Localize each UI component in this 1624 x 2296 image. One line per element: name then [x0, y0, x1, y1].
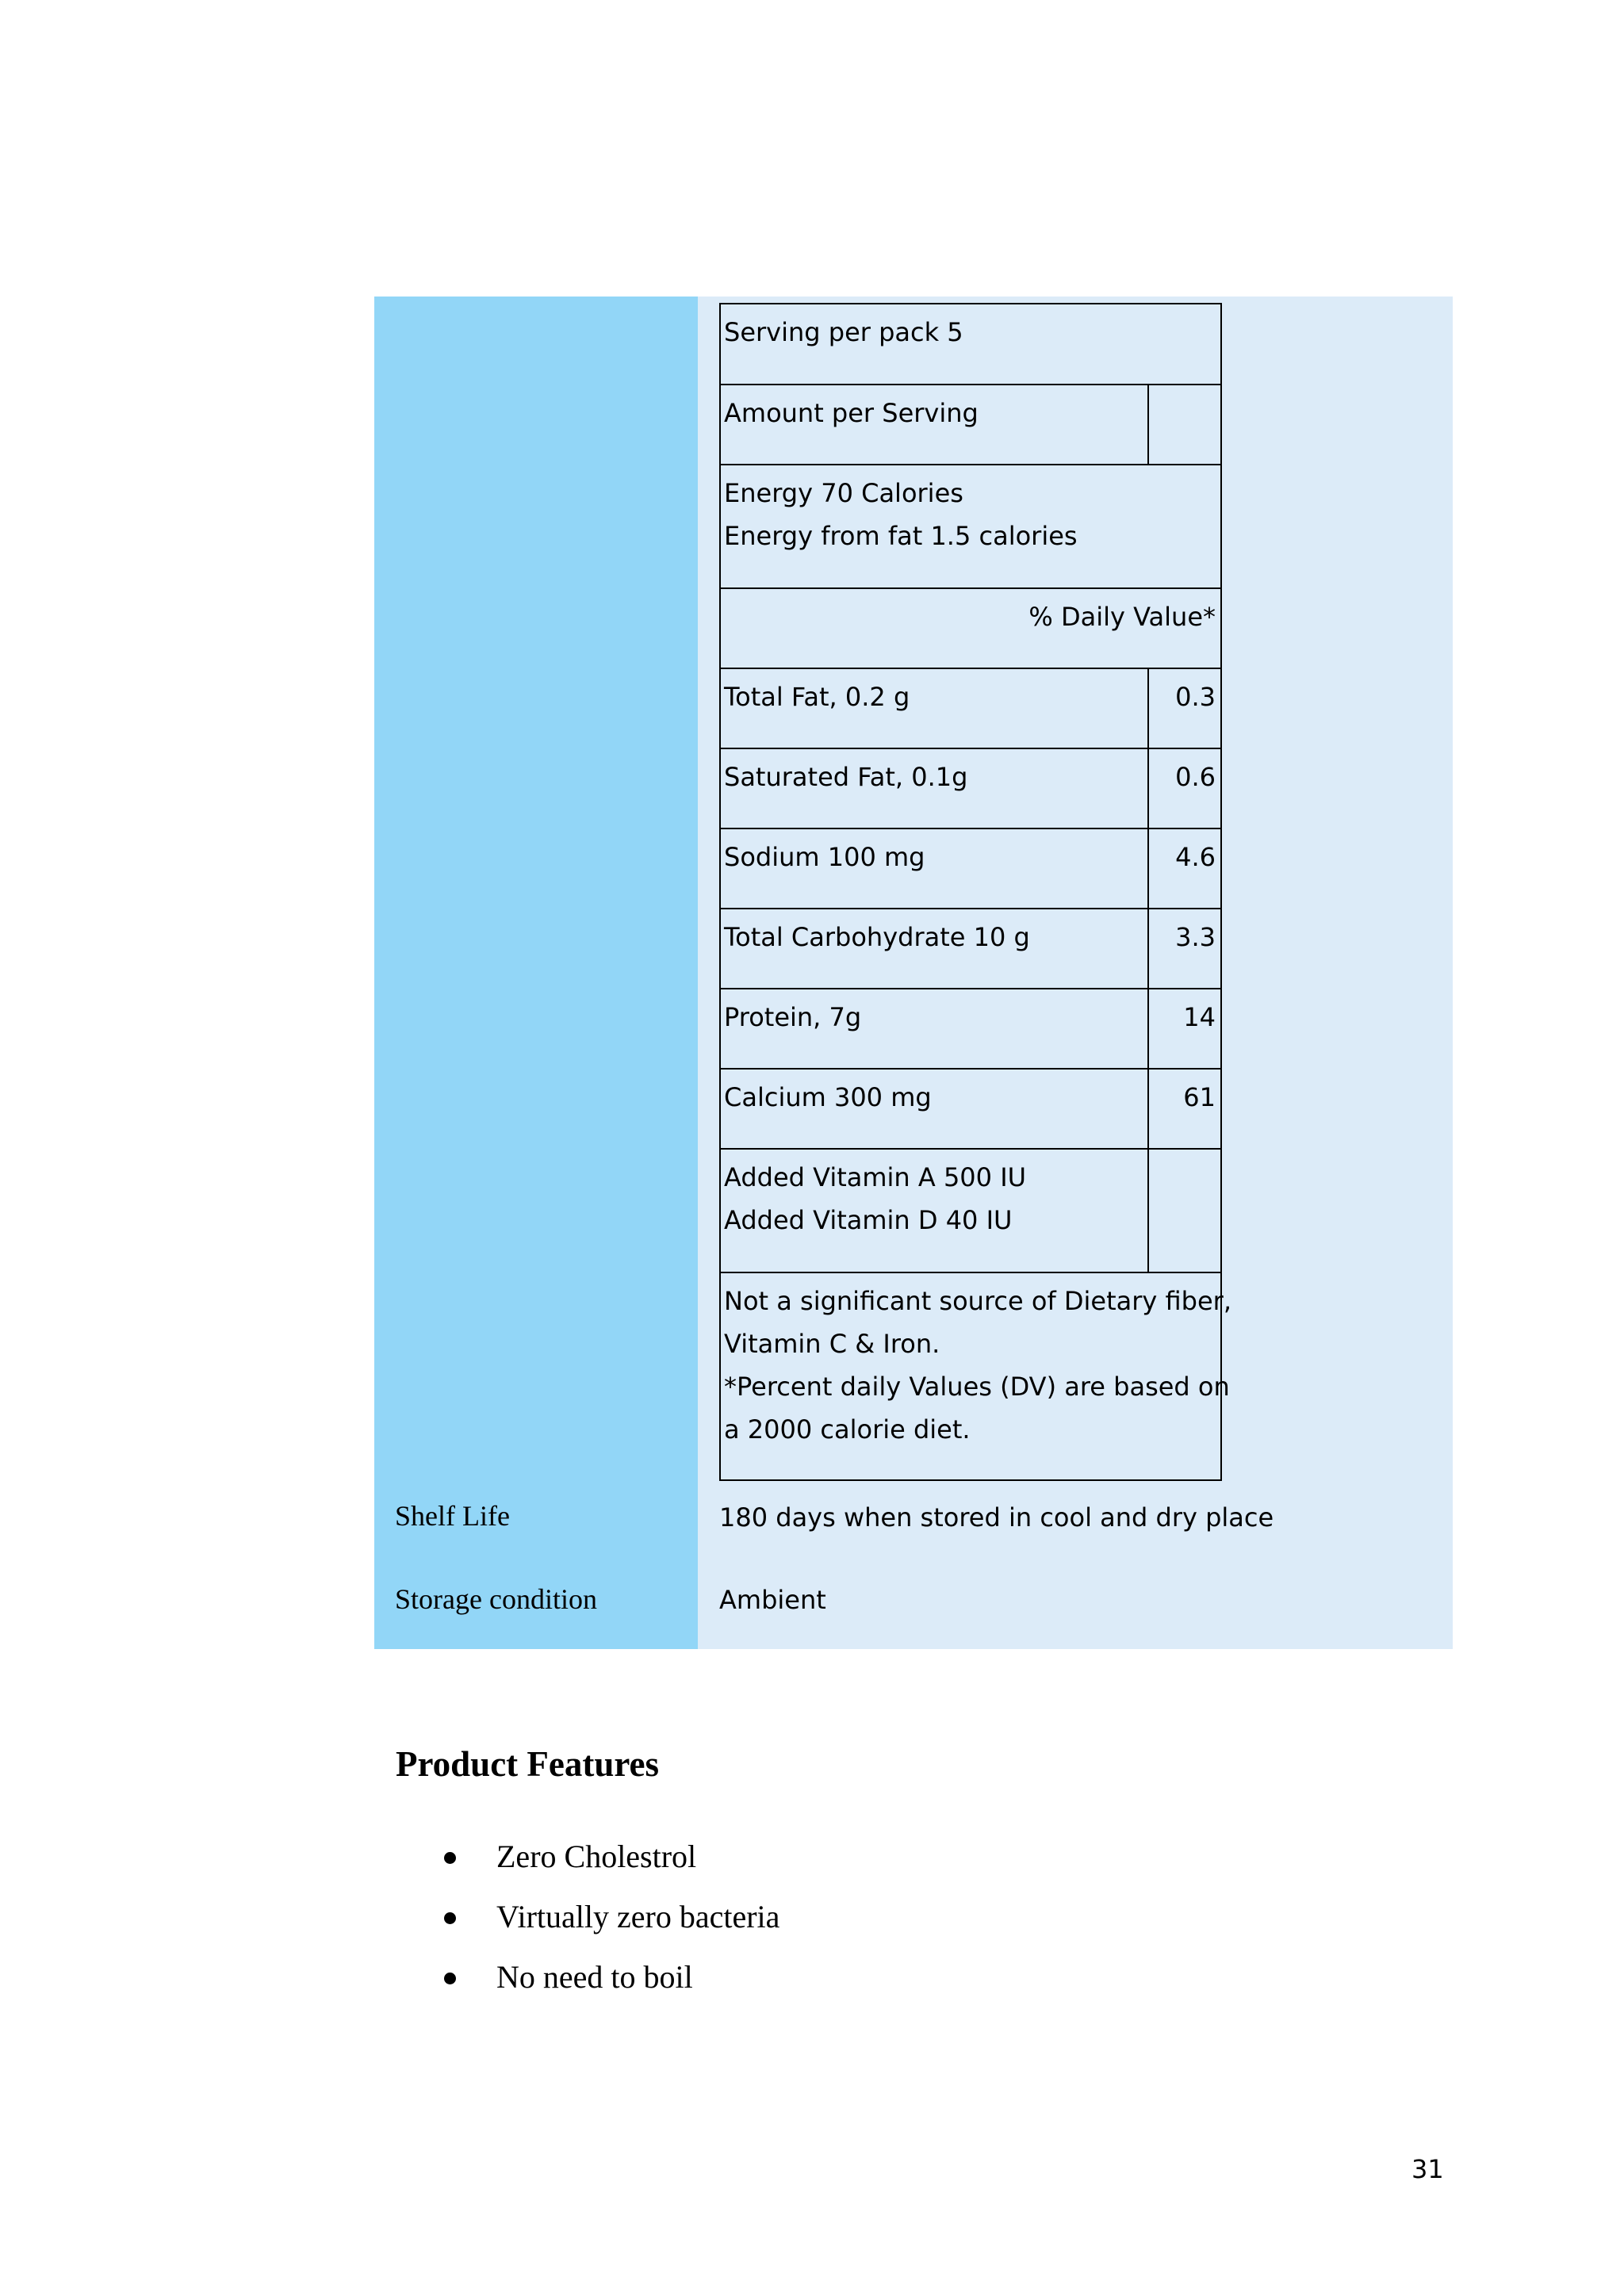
nutrition-value-cell-empty [1147, 385, 1220, 464]
daily-value-header: % Daily Value* [1028, 602, 1216, 632]
energy-line: Energy 70 Calories [724, 478, 963, 508]
nutrient-row [721, 988, 1220, 1068]
spec-value-storage: Ambient [719, 1585, 826, 1615]
bullet-icon [444, 1973, 456, 1984]
nutrition-row-serving [721, 304, 1220, 384]
nutrition-row-note [721, 1272, 1231, 1479]
nutrition-row-amount [721, 384, 1220, 464]
spec-label-shelf-life: Shelf Life [395, 1500, 510, 1532]
amount-per-serving: Amount per Serving [724, 398, 979, 428]
spec-value-shelf-life: 180 days when stored in cool and dry place [719, 1502, 1274, 1533]
note-line: Not a significant source of Dietary fiber, [724, 1286, 1231, 1316]
nutrient-row [721, 1068, 1220, 1148]
nutrition-row-dv-header [721, 587, 1220, 668]
energy-fat-line: Energy from fat 1.5 calories [724, 521, 1078, 551]
energy-cell [721, 465, 1220, 587]
features-heading: Product Features [396, 1744, 660, 1784]
note-line: *Percent daily Values (DV) are based on [724, 1372, 1230, 1402]
nutrient-dv: 0.3 [1147, 669, 1220, 748]
serving-per-pack: Serving per pack 5 [724, 317, 963, 347]
nutrient-row [721, 668, 1220, 748]
nutrition-note [721, 1273, 1235, 1479]
vitamins-cell [721, 1150, 1147, 1272]
nutrition-table [719, 303, 1231, 1481]
spec-label-column [374, 297, 698, 1649]
nutrient-name: Sodium 100 mg [724, 842, 925, 872]
nutrient-dv: 0.6 [1147, 749, 1220, 828]
nutrient-dv: 14 [1147, 989, 1220, 1068]
nutrient-name: Total Carbohydrate 10 g [724, 922, 1030, 952]
vitamin-a-line: Added Vitamin A 500 IU [724, 1162, 1027, 1192]
bullet-icon [444, 1912, 456, 1924]
vitamin-d-line: Added Vitamin D 40 IU [724, 1205, 1013, 1235]
nutrient-name: Calcium 300 mg [724, 1082, 932, 1112]
spec-label-storage: Storage condition [395, 1583, 597, 1615]
feature-text: Zero Cholestrol [496, 1839, 697, 1874]
nutrient-dv: 61 [1147, 1070, 1220, 1148]
note-line: Vitamin C & Iron. [724, 1329, 940, 1359]
feature-text: No need to boil [496, 1959, 693, 1995]
nutrition-row-vitamins [721, 1148, 1220, 1272]
bullet-icon [444, 1852, 456, 1864]
nutrition-row-energy [721, 464, 1220, 587]
nutrient-row [721, 748, 1220, 828]
nutrient-row [721, 908, 1220, 988]
note-line: a 2000 calorie diet. [724, 1414, 971, 1445]
nutrient-row [721, 828, 1220, 908]
nutrient-dv: 3.3 [1147, 909, 1220, 988]
nutrient-name: Saturated Fat, 0.1g [724, 762, 968, 792]
nutrient-dv: 4.6 [1147, 829, 1220, 908]
nutrient-name: Protein, 7g [724, 1002, 862, 1032]
nutrient-name: Total Fat, 0.2 g [724, 682, 910, 712]
page-number: 31 [1411, 2154, 1444, 2184]
nutrition-value-cell-empty [1147, 1150, 1220, 1272]
feature-text: Virtually zero bacteria [496, 1899, 780, 1934]
